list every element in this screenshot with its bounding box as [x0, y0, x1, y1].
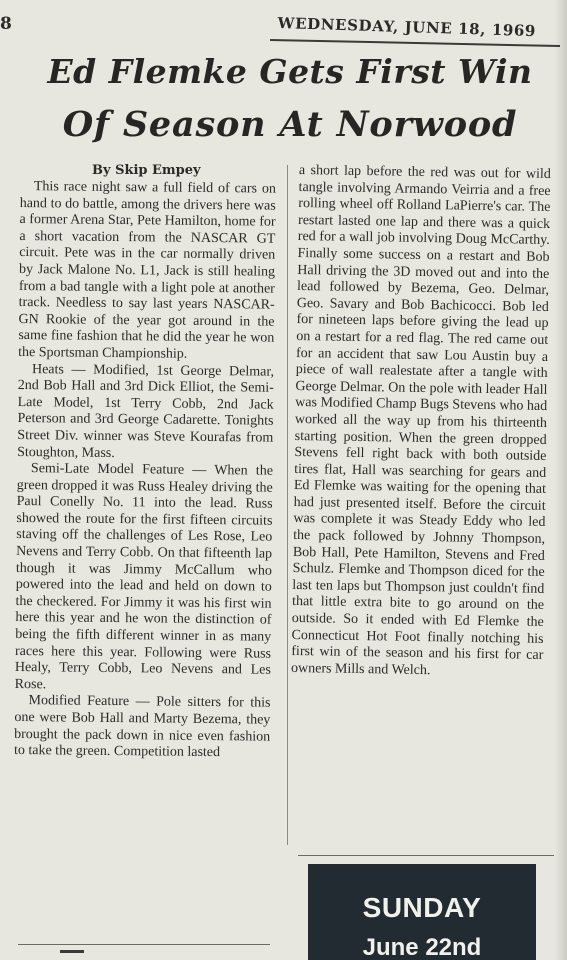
- article-paragraph-semi-late: Semi-Late Model Feature — When the green dropped it was Russ Healey driving the Paul Conelly No. 11 into the lead. Russ showed the route for the first fifteen circuits staving off the challenges of Les Rose, Leo Nevens and Terry Cobb. On that fifteenth lap though it was Jimmy McCallum who powered into the lead and held on down to the checkered. For Jimmy it was his first win here this year and he won the distinction of being the fifth different winner in as many races here this year. Following were Russ Healy, Terry Cobb, Leo Nevens and Les Rose.: [14, 461, 274, 693]
- article-paragraph-modified-start: Modified Feature — Pole sitters for this one were Bob Hall and Marty Bezema, they brought the pack down in nice even fashion to take the green. Competition lasted: [13, 693, 271, 761]
- article-paragraph-modified-continued: a short lap before the red was out for wild tangle involving Armando Veirria and a free rolling wheel off Rolland LaPierre's car. The restart lasted one lap and there was a quick red for a wall job involving Doug McCarthy. Finally some success on a restart and Bob Hall driving the 3D moved out and into the lead followed by Bezema, Geo. Delmar, Geo. Savary and Bob Bachicocci. Bob led for nineteen laps before giving the lead up on a restart for a red flag. The red came out for an accident that saw Lou Austin buy a piece of wall realestate after a tangle with George Delmar. On the pole with leader Hall was Modified Champ Bugs Stevens who had worked all the way up from his thirteenth starting position. When the green dropped Stevens fell right back with both outside tires flat, Hall was searching for gears and Ed Flemke was waiting for the opening that had just presented itself. Before the circuit was complete it was Steady Eddy who led the pack followed by Johnny Thompson, Bob Hall, Pete Hamilton, Stevens and Fred Schulz. Flemke and Thompson diced for the last ten laps but Thompson just couldn't find that little extra bite to go around on the outside. So it ended with Ed Flemke the Connecticut Hot Foot finally notching his first win of the season and his first for car owners Mills and Welch.: [290, 163, 551, 678]
- headline-line-2: Of Season At Norwood: [62, 104, 518, 145]
- column-end-rule-right: [298, 855, 554, 856]
- column-end-rule-left: [18, 944, 270, 945]
- dateline: WEDNESDAY, JUNE 18, 1969: [277, 14, 537, 41]
- page-edge-shadow: [555, 0, 567, 960]
- advertisement-date: June 22nd: [362, 934, 482, 960]
- header-rule: [270, 39, 560, 47]
- article-paragraph-heats: Heats — Modified, 1st George Delmar, 2nd Bob Hall and 3rd Dick Elliot, the Semi-Late Model, 1st Terry Cobb, 2nd Jack Peterson and 3rd George Cadarette. Tonights Street Div. winner was Steve Kourafas from Stoughton, Mass.: [17, 361, 275, 461]
- page-number: 8: [0, 14, 12, 34]
- article-column-right: [291, 163, 551, 681]
- article-paragraph-intro: This race night saw a full field of cars on hand to do battle, among the drivers here was a former Arena Star, Pete Hamilton, home for a short vacation from the NASCAR GT circuit. Pete was in the car normally driven by Jack Malone No. L1, Jack is still healing from a bad tangle with a light pole at another track. Needless to say last years NASCAR-GN Rookie of the year got around in the same fine fashion that he did the year he won the Sportsman Championship.: [18, 179, 276, 362]
- advertisement-box: [308, 864, 536, 960]
- byline: By Skip Empey: [92, 163, 201, 178]
- article-column-left: [14, 179, 276, 762]
- headline-line-1: Ed Flemke Gets First Win: [47, 52, 533, 91]
- column-divider: [287, 165, 288, 845]
- next-article-fragment: [60, 950, 84, 960]
- advertisement-day: SUNDAY: [362, 892, 482, 923]
